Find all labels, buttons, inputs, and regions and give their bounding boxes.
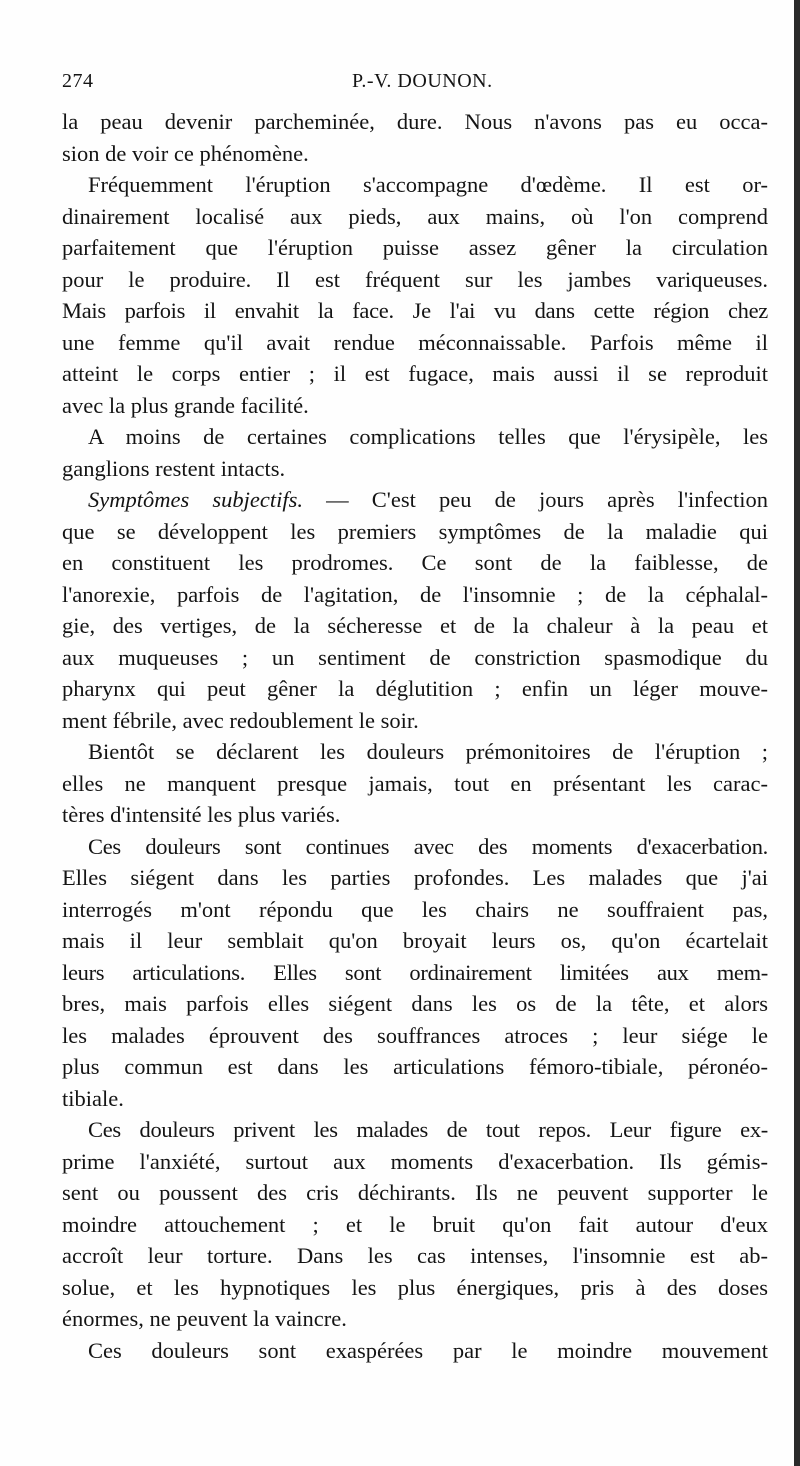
text-line: interrogés m'ont répondu que les chairs ne souffraient pas, — [62, 896, 768, 922]
text-line: bres, mais parfois elles siégent dans les os de la tête, et alors — [62, 991, 768, 1016]
text-line: la peau devenir parcheminée, dure. Nous n'avons pas eu occa- — [62, 109, 768, 134]
text-line: énormes, ne peuvent la vaincre. — [62, 1306, 347, 1331]
running-head — [62, 70, 768, 100]
body-text — [62, 106, 768, 1366]
text-line: prime l'anxiété, surtout aux moments d'exacerbation. Ils gémis- — [62, 1148, 768, 1174]
text-line: Mais parfois il envahit la face. Je l'ai vu dans cette région chez — [62, 298, 768, 323]
section-heading: Symptômes subjectifs. — [88, 487, 303, 512]
text-line: elles ne manquent presque jamais, tout en présentant les carac- — [62, 770, 768, 796]
text-line: Fréquemment l'éruption s'accompagne d'œdème. Il est or- — [88, 172, 768, 197]
text-line: sent ou poussent des cris déchirants. Ils ne peuvent supporter le — [62, 1180, 768, 1205]
scan-edge-shadow — [794, 0, 800, 1466]
text-line: pharynx qui peut gêner la déglutition ; enfin un léger mouve- — [62, 676, 768, 701]
text-line: sion de voir ce phénomène. — [62, 140, 309, 166]
text-line: pour le produire. Il est fréquent sur les jambes variqueuses. — [62, 266, 768, 292]
text-line: Ces douleurs sont exaspérées par le moindre mouvement — [88, 1337, 768, 1363]
text-line: — C'est peu de jours après l'infection — [326, 487, 768, 512]
text-line: en constituent les prodromes. Ce sont de la faiblesse, de — [62, 550, 768, 575]
text-line: Ces douleurs privent les malades de tout repos. Leur figure ex- — [88, 1117, 768, 1142]
text-line: mais il leur semblait qu'on broyait leurs os, qu'on écartelait — [62, 928, 768, 953]
text-line: gie, des vertiges, de la sécheresse et de la chaleur à la peau et — [62, 613, 768, 638]
page-number: 274 — [62, 70, 94, 92]
text-line: ment fébrile, avec redoublement le soir. — [62, 707, 419, 733]
text-line: avec la plus grande facilité. — [62, 392, 309, 418]
text-line-with-heading — [62, 484, 768, 516]
text-line: Bientôt se déclarent les douleurs prémonitoires de l'éruption ; — [88, 739, 768, 764]
text-line: que se développent les premiers symptômes de la maladie qui — [62, 518, 768, 544]
text-line: une femme qu'il avait rendue méconnaissable. Parfois même il — [62, 329, 768, 355]
text-line: l'anorexie, parfois de l'agitation, de l'insomnie ; de la céphalal- — [62, 581, 768, 607]
text-line: Ces douleurs sont continues avec des moments d'exacerbation. — [88, 833, 768, 859]
text-line: A moins de certaines complications telles que l'érysipèle, les — [88, 424, 768, 449]
running-head-author: P.-V. DOUNON. — [352, 70, 493, 92]
text-line: tères d'intensité les plus variés. — [62, 802, 341, 827]
text-line: parfaitement que l'éruption puisse assez gêner la circulation — [62, 235, 768, 260]
text-line: ganglions restent intacts. — [62, 455, 286, 481]
text-line: les malades éprouvent des souffrances atroces ; leur siége le — [62, 1022, 768, 1048]
text-line: accroît leur torture. Dans les cas intenses, l'insomnie est ab- — [62, 1243, 768, 1268]
text-line: leurs articulations. Elles sont ordinairement limitées aux mem- — [62, 959, 768, 985]
text-line: tibiale. — [62, 1085, 124, 1111]
text-line: moindre attouchement ; et le bruit qu'on fait autour d'eux — [62, 1211, 768, 1237]
text-line: Elles siégent dans les parties profondes. Les malades que j'ai — [62, 865, 768, 890]
text-line: solue, et les hypnotiques les plus énergiques, pris à des doses — [62, 1274, 768, 1300]
text-line: aux muqueuses ; un sentiment de constriction spasmodique du — [62, 644, 768, 670]
text-line: plus commun est dans les articulations fémoro-tibiale, péronéo- — [62, 1054, 768, 1079]
text-line: atteint le corps entier ; il est fugace, mais aussi il se reproduit — [62, 361, 768, 386]
text-line: dinairement localisé aux pieds, aux mains, où l'on comprend — [62, 203, 768, 229]
